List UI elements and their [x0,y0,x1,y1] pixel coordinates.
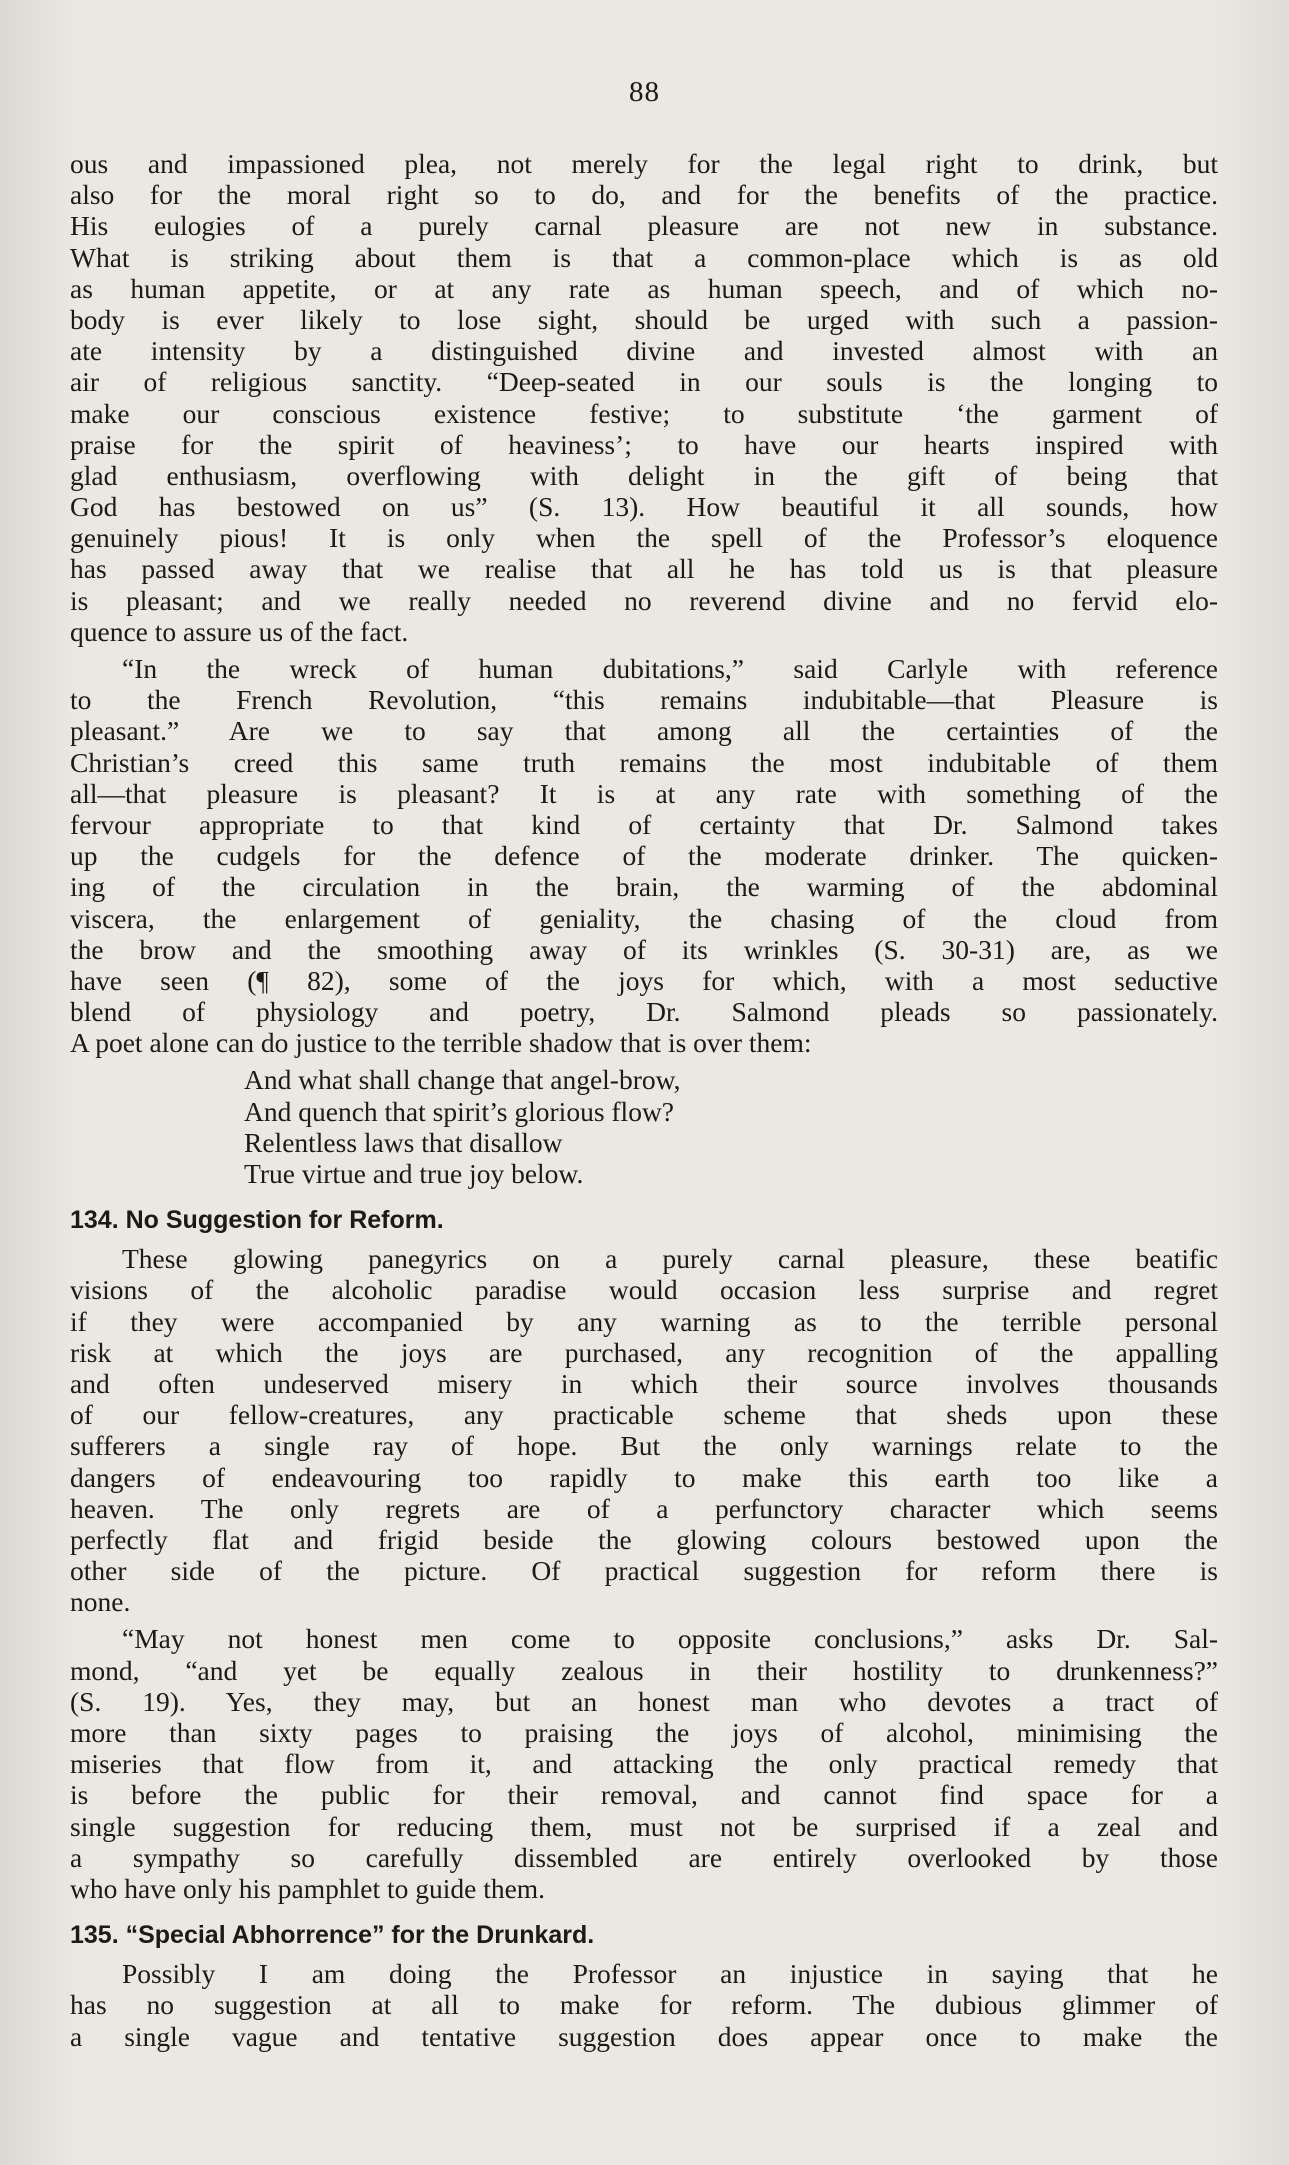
verse-line: Relentless laws that disallow [244,1126,563,1158]
verse-quote [244,1064,1218,1189]
text-line: is pleasant; and we really needed no reverend divine and no fervid elo- [70,584,1218,616]
text-line: God has bestowed on us” (S. 13). How beautiful it all sounds, how [70,491,1218,523]
text-line: risk at which the joys are purchased, any recognition of the appalling [70,1336,1218,1368]
text-line: none. [70,1586,131,1618]
page-number: 88 [629,76,660,108]
text-line: glad enthusiasm, overflowing with delight in the gift of being that [70,459,1218,491]
text-line: to the French Revolution, “this remains indubitable—that Pleasure is [70,684,1218,716]
text-line: Possibly I am doing the Professor an injustice in saying that he [122,1958,1218,1990]
text-line: His eulogies of a purely carnal pleasure are not new in substance. [70,210,1218,242]
text-line: perfectly flat and frigid beside the glowing colours bestowed upon the [70,1523,1218,1555]
verse-line: True virtue and true joy below. [244,1158,584,1189]
text-line: ous and impassioned plea, not merely for the legal right to drink, but [70,148,1218,179]
text-line: miseries that flow from it, and attacking the only practical remedy that [70,1748,1218,1780]
page-body [70,148,1218,2058]
text-line: if they were accompanied by any warning as to the terrible personal [70,1305,1218,1337]
text-line: dangers of endeavouring too rapidly to make this earth too like a [70,1461,1218,1493]
text-line: single suggestion for reducing them, must not be surprised if a zeal and [70,1810,1218,1842]
paragraph [70,1623,1218,1904]
text-line: fervour appropriate to that kind of certainty that Dr. Salmond takes [70,808,1218,840]
text-line: who have only his pamphlet to guide them. [70,1872,546,1904]
paragraph [70,1243,1218,1617]
text-line: air of religious sanctity. “Deep-seated in our souls is the longing to [70,366,1218,398]
text-line: What is striking about them is that a common-place which is as old [70,241,1218,273]
text-line: a single vague and tentative suggestion does appear once to make the [70,2020,1218,2052]
text-line: (S. 19). Yes, they may, but an honest man who devotes a tract of [70,1685,1218,1717]
text-line: blend of physiology and poetry, Dr. Salmond pleads so passionately. [70,996,1218,1028]
paragraph [70,1958,1218,2052]
verse-line: And quench that spirit’s glorious flow? [244,1095,675,1127]
text-line: other side of the picture. Of practical suggestion for reform there is [70,1555,1218,1587]
text-line: sufferers a single ray of hope. But the only warnings relate to the [70,1430,1218,1462]
text-line: more than sixty pages to praising the joys of alcohol, minimising the [70,1717,1218,1748]
text-line: has passed away that we realise that all he has told us is that pleasure [70,553,1218,585]
text-line: pleasant.” Are we to say that among all the certainties of the [70,715,1218,747]
text-line: make our conscious existence festive; to substitute ‘the garment of [70,397,1218,429]
text-line: genuinely pious! It is only when the spell of the Professor’s eloquence [70,522,1218,554]
text-line: visions of the alcoholic paradise would occasion less surprise and regret [70,1274,1218,1306]
text-line: These glowing panegyrics on a purely carnal pleasure, these beatific [122,1243,1218,1275]
text-line: of our fellow-creatures, any practicable scheme that sheds upon these [70,1399,1218,1431]
section-heading: 134. No Suggestion for Reform. [70,1206,444,1235]
text-line: body is ever likely to lose sight, should be urged with such a passion- [70,303,1218,335]
text-line: has no suggestion at all to make for reform. The dubious glimmer of [70,1989,1218,2021]
text-line: “May not honest men come to opposite conclusions,” asks Dr. Sal- [122,1623,1218,1655]
text-line: viscera, the enlargement of geniality, the chasing of the cloud from [70,902,1218,934]
text-line: is before the public for their removal, and cannot find space for a [70,1779,1218,1811]
paragraph [70,148,1218,647]
text-line: have seen (¶ 82), some of the joys for which, with a most seductive [70,964,1218,996]
text-line: also for the moral right so to do, and for the benefits of the practice. [70,179,1218,211]
text-line: all—that pleasure is pleasant? It is at any rate with something of the [70,777,1218,809]
text-line: praise for the spirit of heaviness’; to have our hearts inspired with [70,428,1218,460]
text-line: ing of the circulation in the brain, the warming of the abdominal [70,871,1218,903]
text-line: “In the wreck of human dubitations,” said Carlyle with reference [122,653,1218,684]
verse-line: And what shall change that angel-brow, [244,1064,681,1096]
text-line: mond, “and yet be equally zealous in their hostility to drunkenness?” [70,1654,1218,1686]
text-line: A poet alone can do justice to the terrible shadow that is over them: [70,1027,812,1059]
text-line: heaven. The only regrets are of a perfunctory character which seems [70,1492,1218,1524]
text-line: the brow and the smoothing away of its wrinkles (S. 30-31) are, as we [70,933,1218,965]
text-line: a sympathy so carefully dissembled are entirely overlooked by those [70,1841,1218,1873]
text-line: Christian’s creed this same truth remains the most indubitable of them [70,746,1218,778]
text-line: ate intensity by a distinguished divine and invested almost with an [70,335,1218,367]
paragraph [70,653,1218,1058]
text-line: as human appetite, or at any rate as human speech, and of which no- [70,272,1218,304]
text-line: up the cudgels for the defence of the moderate drinker. The quicken- [70,840,1218,872]
section-heading: 135. “Special Abhorrence” for the Drunkard. [70,1921,595,1950]
text-line: quence to assure us of the fact. [70,615,409,647]
text-line: and often undeserved misery in which their source involves thousands [70,1367,1218,1399]
